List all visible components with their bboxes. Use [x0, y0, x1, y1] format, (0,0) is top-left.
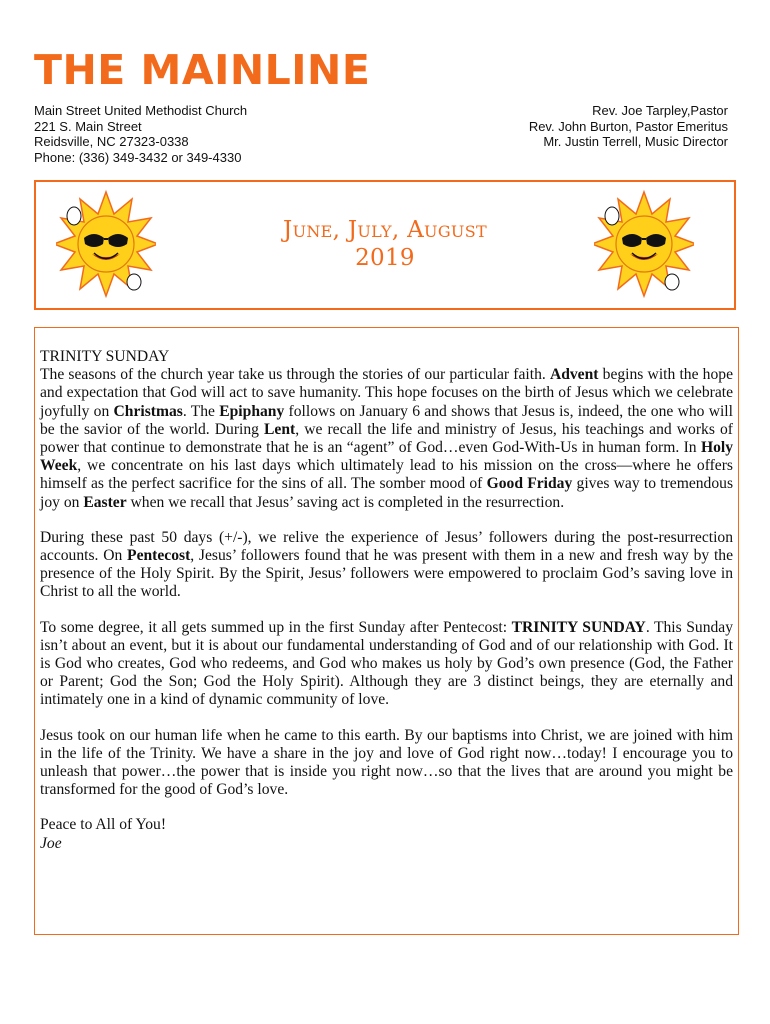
paragraph-text: begins with the hope and expectation that God will act to save humanity. This hope focuses on the birth of Jesus which we celebrate joyfully on: [40, 366, 733, 420]
season-good-friday: Good Friday: [486, 475, 573, 493]
church-address: 221 S. Main Street: [34, 118, 142, 134]
paragraph-text: , we concentrate on his last days which ultimately lead to his mission on the cross—where he offers himself as the perfect sacrifice for the sins of all. The somber mood of: [40, 457, 733, 493]
paragraph-text: gives way to tremendous joy on: [40, 475, 734, 511]
season-advent: Advent: [549, 366, 599, 384]
season-christmas: Christmas: [113, 402, 183, 420]
staff-block: [529, 103, 728, 150]
issue-months: June, July, August: [283, 217, 487, 243]
paragraph-text: Jesus took on our human life when he came to this earth. By our baptisms into Christ, we are joined with him in the life of the Trinity. We have a share in the joy and love of God right now…today! I encourage you to unleash that power…the power that is inside you right now…so that the lives that are around you might be transformed for the good of God’s love.: [40, 726, 733, 799]
pastor-letter: [34, 327, 739, 935]
season-lent: Lent: [264, 420, 296, 438]
staff-pastor-emeritus: Rev. John Burton, Pastor Emeritus: [528, 118, 728, 134]
church-name: Main Street United Methodist Church: [34, 103, 248, 118]
paragraph-text: , Jesus’ followers found that he was present with them in a new and fresh way by the presence of the Holy Spirit. By the Spirit, Jesus’ followers were empowered to proclaim God’s saving love in Christ to all the world.: [40, 547, 733, 601]
church-contact-block: [34, 103, 247, 165]
issue-year: 2019: [355, 245, 415, 271]
paragraph-text: The seasons of the church year take us through the stories of our particular faith.: [40, 366, 550, 384]
issue-banner: [34, 180, 736, 310]
paragraph-text: when we recall that Jesus’ saving act is completed in the resurrection.: [126, 493, 565, 511]
paragraph-text: , we recall the life and ministry of Jesus, his teachings and works of power that continue to demonstrate that he is an “agent” of God…even God-With-Us in human form. In: [40, 420, 733, 457]
letter-signature: Joe: [40, 834, 62, 852]
staff-music-director: Mr. Justin Terrell, Music Director: [543, 134, 728, 149]
season-easter: Easter: [83, 493, 127, 511]
season-holy-week: Holy Week: [40, 439, 733, 475]
paragraph-text: . The: [182, 402, 220, 420]
letter-closing: Peace to All of You!: [40, 816, 167, 834]
paragraph-text: During these past 50 days (+/-), we relive the experience of Jesus’ followers during the post-resurrection accounts. On: [40, 528, 733, 565]
paragraph-text: . This Sunday isn’t about an event, but it is about our fundamental understanding of God and of our relationship with God. It is God who creates, God who redeems, and God who makes us holy by God’s own presence (God, the Father or Parent; God the Son; God the Holy Spirit). Although they are 3 distinct beings, they are eternally and intimately one in a kind of dynamic community of love.: [40, 618, 734, 709]
season-epiphany: Epiphany: [219, 402, 285, 420]
season-trinity-sunday: TRINITY SUNDAY: [511, 618, 646, 636]
newsletter-title: THE MAINLINE: [34, 46, 371, 94]
church-phone: Phone: (336) 349-3432 or 349-4330: [34, 149, 242, 165]
staff-pastor: Rev. Joe Tarpley,Pastor: [592, 103, 728, 118]
sun-with-sunglasses-icon: [594, 186, 694, 298]
paragraph-text: follows on January 6 and shows that Jesus is, indeed, the one who will be the savior of the world. During: [40, 402, 733, 438]
paragraph-text: To some degree, it all gets summed up in the first Sunday after Pentecost:: [40, 618, 512, 636]
church-city: Reidsville, NC 27323-0338: [34, 134, 189, 149]
article-heading: TRINITY SUNDAY: [40, 348, 170, 365]
season-pentecost: Pentecost: [127, 547, 191, 565]
